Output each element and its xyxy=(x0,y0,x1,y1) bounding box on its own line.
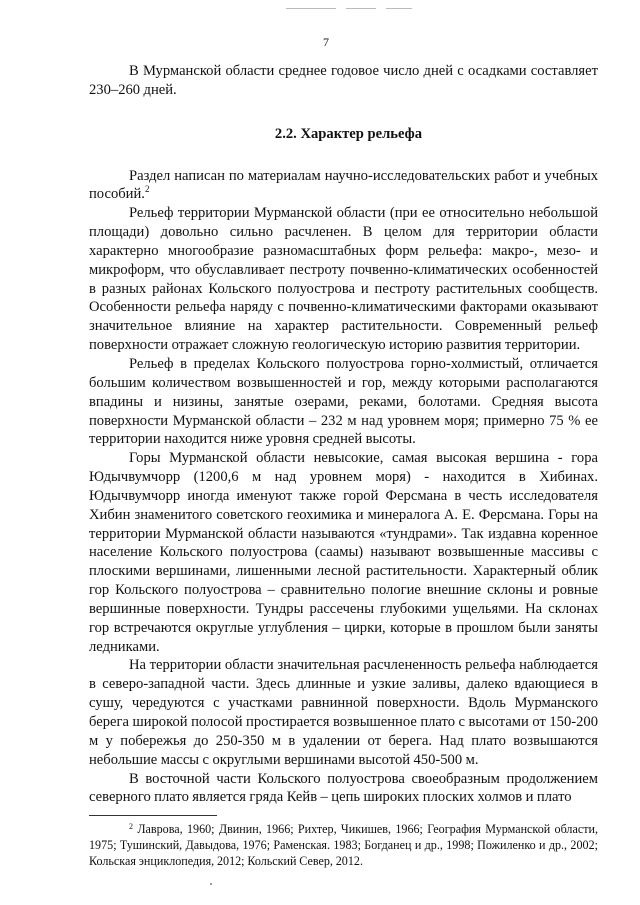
paragraph-kola-relief: Рельеф в пределах Кольского полуострова горно-холмистый, отличается большим количеством возвышенностей и гор, между которыми располагаются впадины и низины, занятые озерами, реками, болотами. Средняя высота поверхности Мурманской области – 232 м над уровнем моря; примерно 75 % ее территории находится ниже уровня средней высоты. xyxy=(89,355,598,448)
footnote-reference[interactable]: 2 xyxy=(144,184,150,195)
paragraph-precipitation: В Мурманской области среднее годовое число дней с осадками составляет 230–260 дней. xyxy=(89,63,598,98)
page-body xyxy=(89,62,598,807)
footnote-number: 2 xyxy=(129,822,133,831)
paragraph-northwest: На территории области значительная расчлененность рельефа наблюдается в северо-западной части. Здесь длинные и узкие заливы, далеко вдающиеся в сушу, чередуются с участками равнинной поверхности. Вдоль Мурманского берега широкой полосой простирается возвышенное плато с высотами от 150-200 м у побережья до 250-350 м в удалении от берега. Над плато возвышаются небольшие массы с округлыми вершинами высотой 450-500 м. xyxy=(89,657,598,768)
scan-mark-1 xyxy=(286,8,336,9)
footnote xyxy=(89,821,598,870)
paragraph-sources-text: Раздел написан по материалам научно-исследовательских работ и учебных пособий. xyxy=(89,167,598,203)
paragraph-relief-overview: Рельеф территории Мурманской области (при ее относительно небольшой площади) довольно сильно расчленен. В целом для территории области характерно многообразие разномасштабных форм рельефа: макро-, мезо- и микроформ, что обуславливает пестроту почвенно-климатических особенностей в разных районах Кольского полуострова и пестроту растительных сообществ. Особенности рельефа наряду с почвенно-климатическими факторами оказывают значительное влияние на характер растительности. Современный рельеф поверхности отражает сложную геологическую историю развития территории. xyxy=(89,205,598,354)
scan-mark-3 xyxy=(386,8,412,9)
footnote-entry xyxy=(89,821,598,870)
scan-mark-2 xyxy=(346,8,376,9)
scan-dot xyxy=(210,883,212,885)
footnote-text: Лаврова, 1960; Двинин, 1966; Рихтер, Чикишев, 1966; География Мурманской области, 1975; Тушинский, Давыдова, 1976; Раменская. 1983; Богданец и др., 1998; Пожиленко и др., 2002; Кольская энциклопедия, 2012; Кольский Север, 2012. xyxy=(89,822,598,869)
footnote-separator xyxy=(89,815,217,816)
paragraph-east: В восточной части Кольского полуострова своеобразным продолжением северного плато является гряда Кейв – цепь широких плоских холмов и плато xyxy=(89,770,598,806)
page-number: 7 xyxy=(323,35,329,49)
section-heading: 2.2. Характер рельефа xyxy=(274,125,423,142)
paragraph-mountains: Горы Мурманской области невысокие, самая высокая вершина - гора Юдычвумчорр (1200,6 м над уровнем моря) - находится в Хибинах. Юдычвумчорр иногда именуют также горой Ферсмана в честь исследователя Хибин знаменитого советского геохимика и минералога А. Е. Ферсмана. Горы на территории Мурманской области называются «тундрами». Так издавна коренное население Кольского полуострова (саамы) называют возвышенные массивы с плоскими вершинами, лишенными лесной растительности. Характерный облик гор Кольского полуострова – сравнительно пологие внешние склоны и ровные вершинные поверхности. Тундры рассечены глубокими ущельями. На склонах гор встречаются округлые углубления – цирки, которые в прошлом были заняты ледниками. xyxy=(89,450,598,655)
paragraph-sources xyxy=(89,167,598,205)
